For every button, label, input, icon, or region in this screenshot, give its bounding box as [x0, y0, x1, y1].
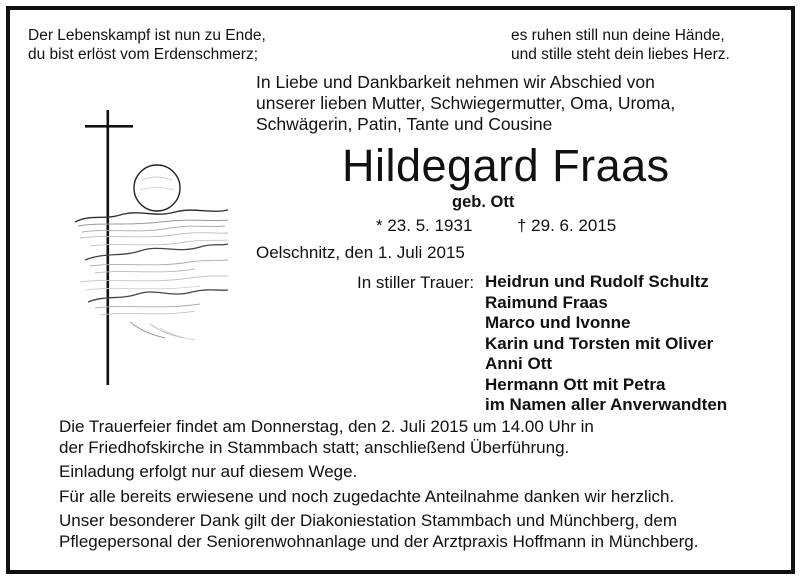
intro-text — [256, 72, 675, 135]
deceased-name: Hildegard Fraas — [342, 140, 670, 191]
place-date: Oelschnitz, den 1. Juli 2015 — [256, 243, 465, 262]
poem-line: es ruhen still nun deine Hände, — [511, 27, 725, 44]
special-thanks-line: Unser besonderer Dank gilt der Diakoniestation Stammbach und Münchberg, dem — [59, 511, 677, 530]
poem-line: Der Lebenskampf ist nun zu Ende, — [28, 27, 266, 44]
mourning-label: In stiller Trauer: — [357, 273, 475, 292]
special-thanks-line: Pflegepersonal der Seniorenwohnanlage und der Arztpraxis Hoffmann in Münchberg. — [59, 531, 699, 551]
sun-icon — [134, 165, 180, 211]
poem-right — [511, 26, 730, 64]
cross-icon — [85, 110, 133, 385]
intro-line: Schwägerin, Patin, Tante und Cousine — [256, 114, 553, 134]
memorial-illustration — [60, 110, 230, 395]
mourner-entry: Marco und Ivonne — [485, 313, 631, 332]
thanks-line: Für alle bereits erwiesene und noch zugedachte Anteilnahme danken wir herzlich. — [59, 486, 675, 506]
poem-line: du bist erlöst vom Erdenschmerz; — [28, 46, 259, 63]
mourner-entry: im Namen aller Anverwandten — [485, 395, 728, 414]
mourner-entry: Heidrun und Rudolf Schultz — [485, 272, 709, 291]
intro-line: In Liebe und Dankbarkeit nehmen wir Abschied von — [256, 72, 655, 92]
mourner-entry: Anni Ott — [485, 354, 553, 373]
funeral-line: Die Trauerfeier findet am Donnerstag, den 2. Juli 2015 um 14.00 Uhr in — [59, 417, 594, 436]
invitation-line: Einladung erfolgt nur auf diesem Wege. — [59, 462, 358, 481]
mourner-entry: Raimund Fraas — [485, 292, 608, 312]
birth-name: geb. Ott — [452, 193, 515, 211]
death-date: † 29. 6. 2015 — [517, 216, 617, 235]
birth-date: * 23. 5. 1931 — [376, 216, 473, 235]
mourners-list — [485, 272, 727, 416]
poem-line: und stille steht dein liebes Herz. — [511, 46, 730, 63]
mourner-entry: Hermann Ott mit Petra — [485, 374, 666, 394]
funeral-line: der Friedhofskirche in Stammbach statt; anschließend Überführung. — [59, 437, 570, 457]
mourner-entry: Karin und Torsten mit Oliver — [485, 333, 714, 353]
landscape-icon — [75, 210, 228, 340]
poem-left — [28, 26, 266, 64]
intro-line: unserer lieben Mutter, Schwiegermutter, Oma, Uroma, — [256, 93, 676, 113]
closing-text — [59, 417, 698, 552]
